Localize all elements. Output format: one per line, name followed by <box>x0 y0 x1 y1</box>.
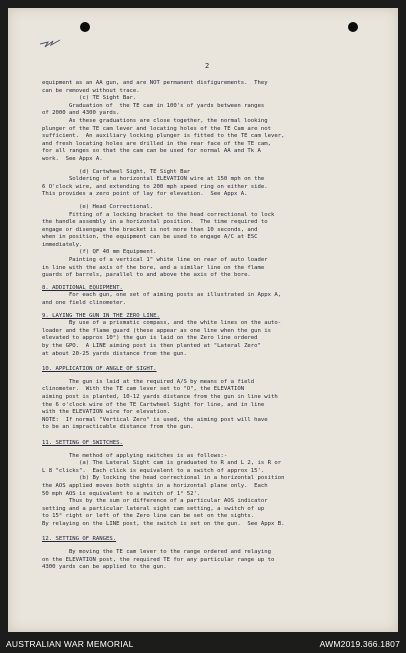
text-line: This provides a zero point of lay for elevation. See Appx A. <box>42 191 248 198</box>
footer-institution: AUSTRALIAN WAR MEMORIAL <box>6 639 134 649</box>
text-line: can be removed without trace. <box>42 87 140 94</box>
text-line: For each gun, one set of aiming posts as illustrated in Appx A, <box>42 292 282 299</box>
text-line: aiming post is planted, 10-12 yards distance from the gun in line with <box>42 393 278 400</box>
text-line: By use of a prismatic compass, and the white lines on the auto- <box>42 320 282 327</box>
document-page <box>8 8 398 632</box>
text-line: (d) Cartwheel Sight, TE Sight Bar <box>42 168 191 175</box>
text-line: work. See Appx A. <box>42 155 103 162</box>
text-line: sufficient. An auxiliary locking plunger is fitted to the TE cam lever, <box>42 133 285 140</box>
text-line: L 8 "clicks". Each click is equivalent to a switch of approx 15'. <box>42 467 265 474</box>
text-line: (a) The Lateral Sight cam is graduated to R and L 2, is R or <box>42 460 282 467</box>
text-line: with the ELEVATION wire for elevation. <box>42 409 170 416</box>
section-9-body <box>42 320 378 358</box>
footer-accession-number: AWM2019.366.1807 <box>319 639 400 649</box>
text-line: 50 mph AOS is equivalent to a switch of 1° 52'. <box>42 490 201 497</box>
section-8-heading: 8. ADDITIONAL EQUIPMENT. <box>42 284 123 291</box>
text-line: 6 O'clock wire, and extending to 200 mph speed ring on either side. <box>42 183 268 190</box>
text-line: the AOS applied moves both sights in a horizontal plane only. Each <box>42 482 268 489</box>
text-line: By moving the TE cam lever to the range ordered and relaying <box>42 549 272 556</box>
text-line: of 2000 and 4300 yards. <box>42 110 120 117</box>
text-line: clinometer. With the TE cam lever set to "O", the ELEVATION <box>42 386 245 393</box>
text-line: on the ELEVATION post, the required TE for any particular range up to <box>42 556 275 563</box>
text-line: immediately. <box>42 241 83 248</box>
text-line: (e) Head Correctional. <box>42 203 154 210</box>
text-line: Soldering of a horizontal ELEVATION wire at 150 mph on the <box>42 176 265 183</box>
text-line: and one field clinometer. <box>42 300 127 307</box>
section-12-body <box>42 549 378 572</box>
text-line: plunger of the TE cam lever and locating holes of the TE Cam are not <box>42 125 272 132</box>
text-line: loader and the flame guard (these appear as one line when the gun is <box>42 327 272 334</box>
text-line: By relaying on the LINE post, the switch is set on the gun. See Appx B. <box>42 520 285 527</box>
section-10-heading: 10. APPLICATION OF ANGLE OF SIGHT. <box>42 366 157 373</box>
text-line: elevated to approx 10°) the gun is laid on the Zero line ordered <box>42 335 258 342</box>
text-line: (b) By locking the head correctional in a horizontal position <box>42 475 285 482</box>
text-line: Fitting of a locking bracket to the head correctional to lock <box>42 211 275 218</box>
page-number: 2 <box>205 62 210 70</box>
text-line: when in position, the equipment can be used to engage A/C at ESC <box>42 234 258 241</box>
text-line: and fresh locating holes are drilled in the rear face of the TE cam, <box>42 140 272 147</box>
text-line: Graduation of the TE cam in 100's of yards between ranges <box>42 102 265 109</box>
section-8-body <box>42 292 378 307</box>
section-12-heading: 12. SETTING OF RANGES. <box>42 536 117 543</box>
section-10-body <box>42 379 378 432</box>
pen-mark <box>38 36 64 50</box>
text-line: at about 20-25 yards distance from the gun. <box>42 350 187 357</box>
text-line: Thus by the sum or difference of a particular AOS indicator <box>42 498 268 505</box>
text-line: engage or disengage the bracket is not more than 10 seconds, and <box>42 226 258 233</box>
text-line: the handle assembly in a horizontal position. The time required to <box>42 219 268 226</box>
text-line: the 6 o'clock wire of the TE Cartwheel Sight for line, and in line <box>42 401 265 408</box>
section-11-body <box>42 453 378 529</box>
text-line: setting and a particular lateral sight cam setting, a switch of up <box>42 505 265 512</box>
document-body <box>42 80 378 572</box>
text-line: The method of applying switches is as follows:- <box>42 452 228 459</box>
text-line: The gun is laid at the required A/S by means of a field <box>42 378 255 385</box>
text-line: guards of barrels, parallel to and above the axis of the bore. <box>42 272 251 279</box>
text-line: equipment as an AA gun, and are NOT permanent disfigurements. They <box>42 80 268 86</box>
text-line: for all ranges so that the cam can be used for normal AA and Tk A <box>42 148 261 155</box>
text-line: As these graduations are close together, the normal looking <box>42 117 268 124</box>
punch-hole-right <box>348 22 358 32</box>
text-line: in line with the axis of the bore, and a similar line on the flame <box>42 264 265 271</box>
text-line: to be an impracticable distance from the gun. <box>42 424 194 431</box>
text-line: (f) QF 40 mm Equipment. <box>42 249 157 256</box>
text-line: 4300 yards can be applied to the gun. <box>42 564 167 571</box>
text-line: to 15° right or left of the Zero line can be set on the sights. <box>42 513 255 520</box>
archive-footer <box>0 634 406 653</box>
text-line: NOTE: If normal "Vertical Zero" is used, the aiming post will have <box>42 416 268 423</box>
intro-block <box>42 80 378 280</box>
section-9-heading: 9. LAYING THE GUN IN THE ZERO LINE. <box>42 312 160 319</box>
text-line: (c) TE Sight Bar. <box>42 95 137 102</box>
section-11-heading: 11. SETTING OF SWITCHES. <box>42 439 123 446</box>
punch-hole-left <box>80 22 90 32</box>
text-line: Painting of a vertical 1" white line on rear of auto loader <box>42 257 268 264</box>
text-line: by the GPO. A LINE aiming post is then planted at "Lateral Zero" <box>42 343 261 349</box>
